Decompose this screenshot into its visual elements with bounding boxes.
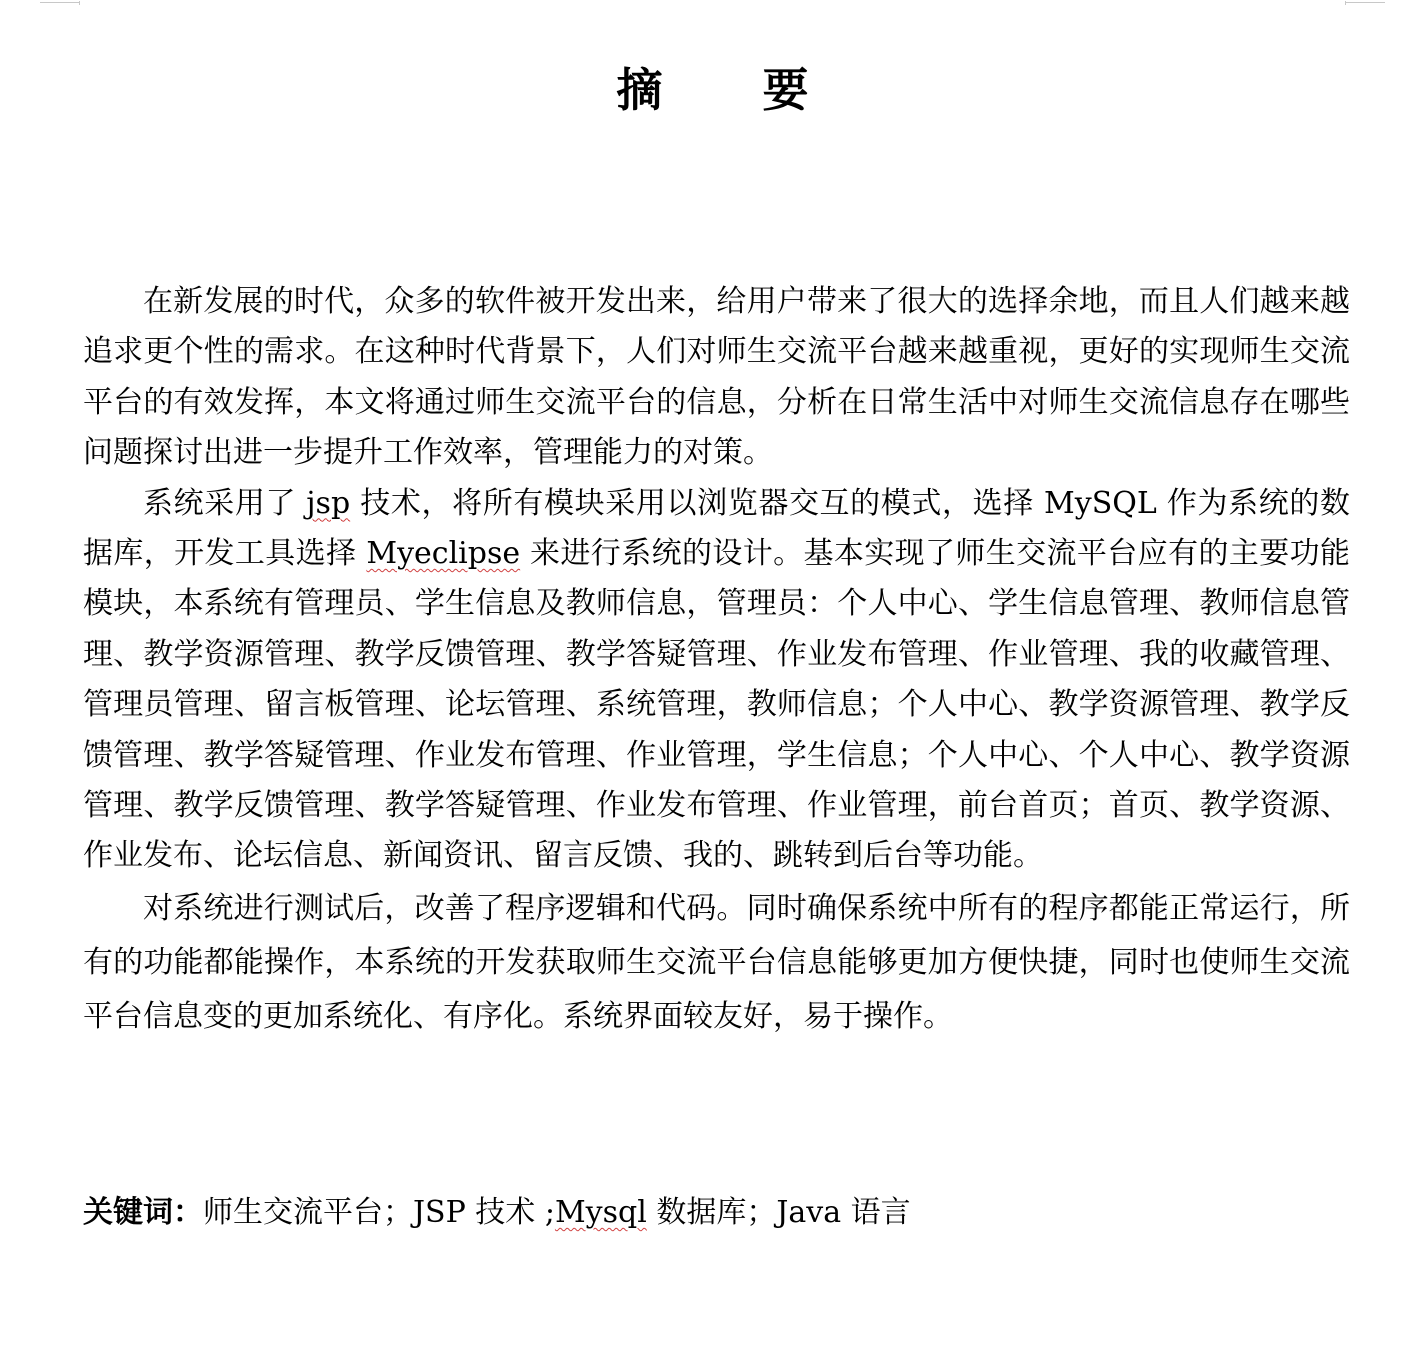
keywords-text-run: 师生交流平台；JSP 技术 ; [203, 1195, 555, 1230]
keywords-content [203, 1195, 911, 1230]
top-right-margin-mark [1345, 2, 1385, 5]
paragraph-text-run: 系统采用了 [143, 485, 307, 521]
paragraph-text-run: 来进行系统的设计。基本实现了师生交流平台应有的主要功能模块，本系统有管理员、学生信息及教师信息，管理员：个人中心、学生信息管理、教师信息管理、教学资源管理、教学反馈管理、教学答疑管理、作业发布管理、作业管理、我的收藏管理、管理员管理、留言板管理、论坛管理、系统管理，教师信息；个人中心、教学资源管理、教学反馈管理、教学答疑管理、作业发布管理、作业管理，学生信息；个人中心、个人中心、教学资源管理、教学反馈管理、教学答疑管理、作业发布管理、作业管理，前台首页；首页、教学资源、作业发布、论坛信息、新闻资讯、留言反馈、我的、跳转到后台等功能。 [83, 536, 1350, 874]
top-left-margin-mark [40, 2, 80, 5]
abstract-paragraph-2 [83, 479, 1350, 882]
abstract-paragraph-3 [83, 882, 1350, 1044]
abstract-body [83, 277, 1350, 1044]
keywords-spellcheck-word: Mysql [554, 1195, 647, 1230]
abstract-paragraph-1 [83, 277, 1350, 479]
paragraph-text-run: 对系统进行测试后，改善了程序逻辑和代码。同时确保系统中所有的程序都能正常运行，所有的功能都能操作，本系统的开发获取师生交流平台信息能够更加方便快捷，同时也使师生交流平台信息变的更加系统化、有序化。系统界面较友好，易于操作。 [83, 890, 1350, 1034]
keywords-text-run: 数据库；Java 语言 [646, 1195, 911, 1230]
abstract-title: 摘 要 [616, 63, 851, 117]
keywords-line [83, 1188, 1350, 1238]
paragraph-spellcheck-word: jsp [306, 485, 351, 521]
paragraph-text-run: 技术，将所有模块采用以浏览器交互的模式，选择 MySQL 作为系统的数据库，开发工具选择 [83, 485, 1351, 572]
paragraph-spellcheck-word: Myeclipse [366, 536, 521, 572]
paragraph-text-run: 在新发展的时代，众多的软件被开发出来，给用户带来了很大的选择余地，而且人们越来越追求更个性的需求。在这种时代背景下，人们对师生交流平台越来越重视，更好的实现师生交流平台的有效发挥，本文将通过师生交流平台的信息，分析在日常生活中对师生交流信息存在哪些问题探讨出进一步提升工作效率，管理能力的对策。 [83, 284, 1350, 471]
keywords-label: 关键词： [83, 1195, 203, 1230]
